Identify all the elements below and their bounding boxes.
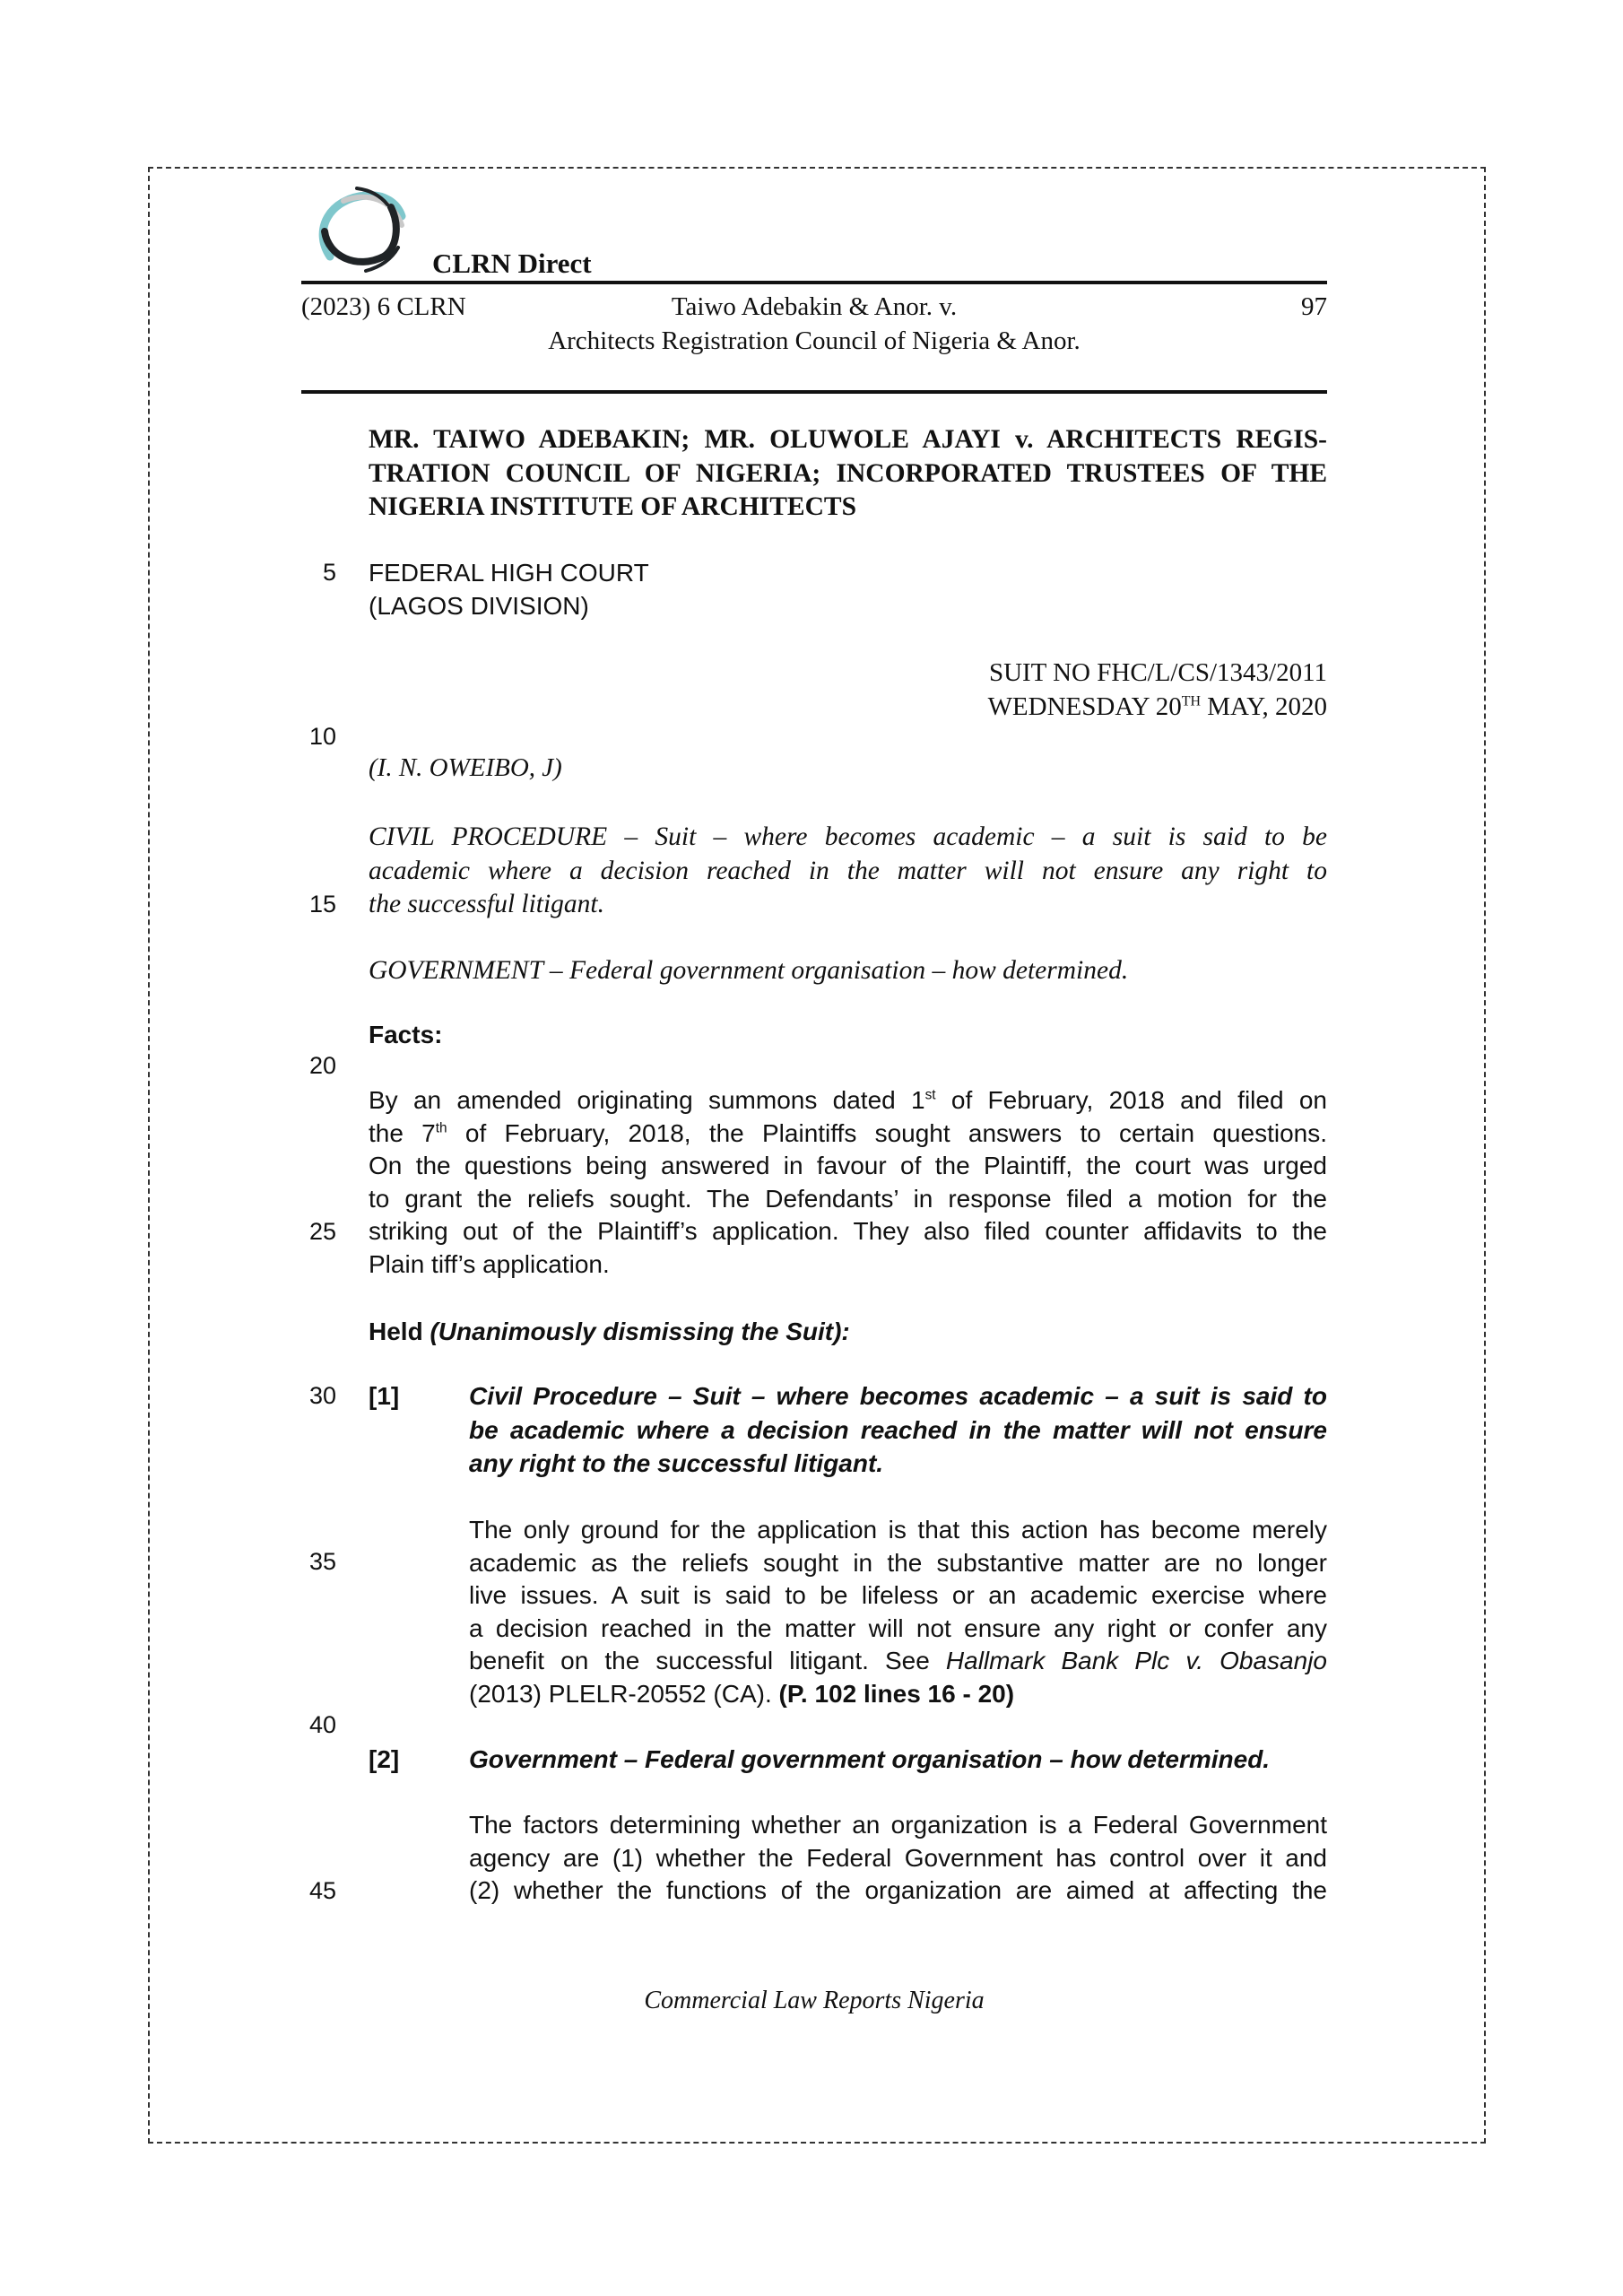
holding-text: [469, 1809, 1327, 1908]
holding-line: (2) whether the functions of the organization are aimed at affecting the: [469, 1876, 1327, 1904]
date-suffix: MAY, 2020: [1200, 692, 1327, 721]
line-number: 5: [322, 559, 336, 586]
page-reference: (P. 102 lines 16 - 20): [778, 1679, 1015, 1708]
line-number: 45: [308, 1877, 336, 1904]
catchword-line: the successful litigant.: [369, 890, 605, 918]
headnote-line: be academic where a decision reached in the matter will not ensure: [469, 1415, 1327, 1444]
holding-number: [2]: [369, 1745, 400, 1773]
holding-line: (2013) PLELR-20552 (CA). (P. 102 lines 16 - 20): [469, 1679, 1015, 1708]
page-number: 97: [1301, 292, 1327, 321]
facts-line: striking out of the Plaintiff’s application. They also filed counter affidavits to the: [369, 1217, 1327, 1246]
header-rule-bottom: [301, 390, 1327, 394]
brand-name: CLRN Direct: [432, 248, 592, 279]
running-title-line1: Taiwo Adebakin & Anor. v.: [671, 292, 958, 321]
holding-line: The factors determining whether an organization is a Federal Government: [469, 1811, 1327, 1839]
line-number: 35: [308, 1548, 336, 1575]
case-title: [369, 423, 1327, 525]
line-number: 20: [308, 1052, 336, 1079]
court-name: [369, 556, 649, 622]
judgment-date: [988, 690, 1327, 724]
holding-number: [1]: [369, 1382, 400, 1410]
case-title-line: TRATION COUNCIL OF NIGERIA; INCORPORATED TRUSTEES OF THE: [369, 458, 1327, 488]
facts-paragraph: [369, 1084, 1327, 1282]
header-rule-top: [301, 281, 1327, 284]
line-number: 30: [308, 1382, 336, 1409]
line-number: 40: [308, 1711, 336, 1738]
date-ordinal: TH: [1181, 693, 1201, 709]
citation: (2023) 6 CLRN: [301, 292, 466, 321]
catchword-government: GOVERNMENT – Federal government organisation – how determined.: [369, 956, 1129, 985]
headnote-line: Government – Federal government organisation – how determined.: [469, 1745, 1271, 1773]
headnote-line: any right to the successful litigant.: [469, 1449, 884, 1477]
facts-line: By an amended originating summons dated 1st of February, 2018 and filed on: [369, 1086, 1327, 1114]
facts-line: Plain tiff’s application.: [369, 1249, 610, 1278]
holding-line: The only ground for the application is that this action has become merely: [469, 1516, 1327, 1544]
case-citation: Hallmark Bank Plc v. Obasanjo: [945, 1647, 1327, 1674]
holding-line: agency are (1) whether the Federal Government has control over it and: [469, 1843, 1327, 1872]
holding-line: live issues. A suit is said to be lifeless or an academic exercise where: [469, 1581, 1327, 1609]
running-title-line2: Architects Registration Council of Nigeria & Anor.: [548, 326, 1081, 355]
suit-number: SUIT NO FHC/L/CS/1343/2011: [988, 658, 1327, 687]
facts-line: the 7th of February, 2018, the Plaintiffs sought answers to certain questions.: [369, 1118, 1327, 1147]
case-title-line: NIGERIA INSTITUTE OF ARCHITECTS: [369, 492, 856, 521]
holding-headnote: [469, 1379, 1327, 1481]
held-heading: Held (Unanimously dismissing the Suit):: [369, 1318, 850, 1345]
case-title-line: MR. TAIWO ADEBAKIN; MR. OLUWOLE AJAYI v. ARCHITECTS REGIS-: [369, 425, 1327, 454]
catchword-civil-procedure: [369, 821, 1327, 922]
line-number: 25: [308, 1218, 336, 1245]
judge-name: (I. N. OWEIBO, J): [369, 753, 562, 782]
catchword-line: CIVIL PROCEDURE – Suit – where becomes academic – a suit is said to be: [369, 822, 1327, 851]
date-prefix: WEDNESDAY 20: [987, 692, 1182, 721]
catchword-line: academic where a decision reached in the matter will not ensure any right to: [369, 856, 1327, 885]
facts-line: On the questions being answered in favour of the Plaintiff, the court was urged: [369, 1152, 1327, 1180]
holding-headnote: [469, 1743, 1327, 1777]
facts-heading: Facts:: [369, 1021, 443, 1048]
publication-footer: Commercial Law Reports Nigeria: [644, 1987, 985, 2014]
line-number: 15: [308, 891, 336, 918]
holding-line: a decision reached in the matter will not ensure any right or confer any: [469, 1613, 1327, 1642]
headnote-line: Civil Procedure – Suit – where becomes academic – a suit is said to: [469, 1382, 1327, 1410]
court-division: (LAGOS DIVISION): [369, 592, 589, 620]
clrn-logo-icon: [312, 185, 407, 274]
suit-info: [988, 656, 1327, 724]
facts-line: to grant the reliefs sought. The Defendants’ in response filed a motion for the: [369, 1184, 1327, 1213]
court-line1: FEDERAL HIGH COURT: [369, 559, 649, 587]
holding-text: [469, 1514, 1327, 1710]
line-number: 10: [308, 723, 336, 750]
holding-line: benefit on the successful litigant. See Hallmark Bank Plc v. Obasanjo: [469, 1647, 1327, 1674]
holding-line: academic as the reliefs sought in the substantive matter are no longer: [469, 1548, 1327, 1577]
